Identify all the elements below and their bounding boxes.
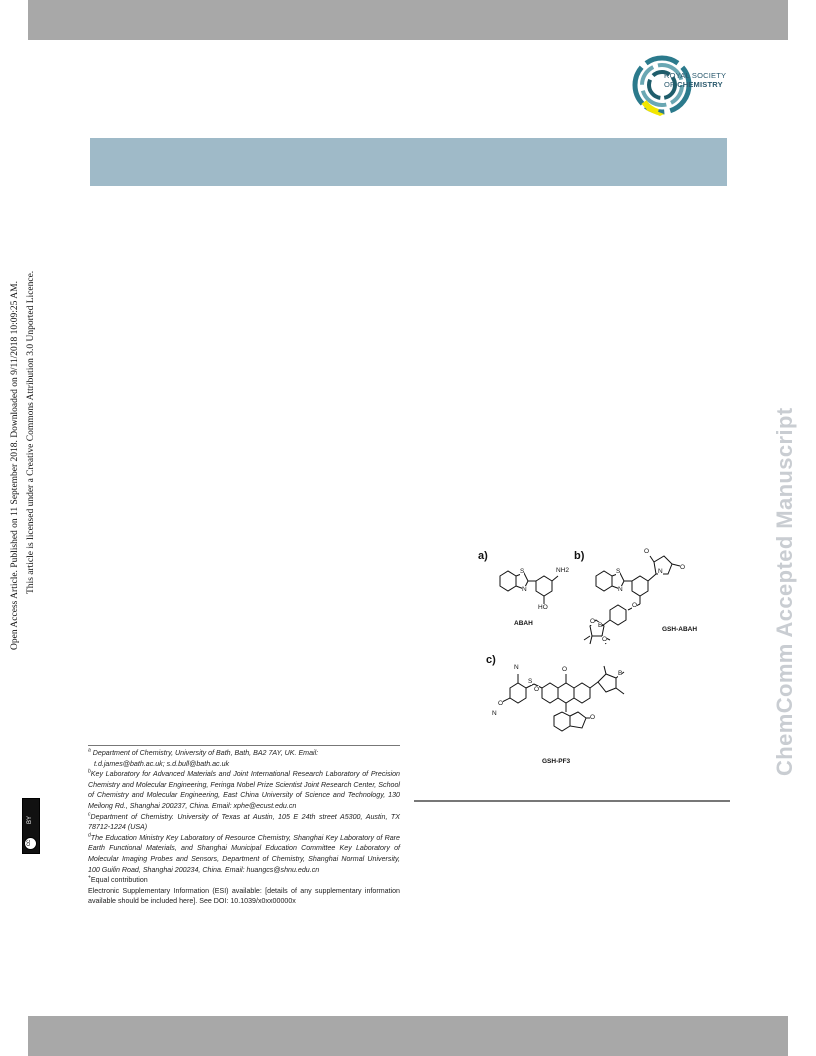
atom-label: N [492,710,497,717]
footnote-d: $^d$The Education Ministry Key Laboratory of Resource Chemistry, Shanghai Key Laboratory of Rare Earth Functional Materials, and Shanghai Municipal Education Committee Key Laboratory of Molecular Imaging Probes and Sensors, Department of Chemistry, Shanghai Normal University, 100 Guilin Road, Shanghai 200234, China. Email: huangcs@shnu.edu.cn [88,832,400,874]
rsc-logo-line1: ROYAL SOCIETY [664,71,727,80]
atom-label: S [616,568,621,575]
atom-label: O [680,564,686,571]
atom-label: N [618,586,623,593]
compound-name-abah: ABAH [514,620,533,627]
atom-label: N [658,568,663,575]
compound-name-gsh-pf3: GSH-PF3 [542,758,571,765]
atom-label: O [498,700,504,707]
atom-label: O [632,602,638,609]
structures-drawing [470,540,732,770]
footnote-esi: Electronic Supplementary Information (ESI) available: [details of any supplementary information available should be included here]. See DOI: 10.1039/x0xx00000x [88,886,400,906]
compound-name-gsh-abah: GSH-ABAH [662,626,698,633]
footnote-a: $^a$ Department of Chemistry, University of Bath, Bath, BA2 7AY, UK. Email: [88,747,319,757]
rsc-logo-line2: OF CHEMISTRY [664,80,723,89]
rsc-logo [630,52,740,116]
chemical-structures-figure [470,540,732,770]
title-banner [90,138,727,186]
footer-bar [28,1016,788,1056]
affiliations-footnotes [88,748,400,907]
open-access-notice [4,214,46,846]
atom-label: S [528,678,533,685]
footnote-divider [88,745,400,746]
atom-label: O [590,618,596,625]
cc-by-label: BY [27,815,34,825]
header-bar [28,0,788,40]
atom-label: O [644,548,650,555]
atom-label: B [598,622,603,629]
footnote-a-email[interactable]: t.d.james@bath.ac.uk; s.d.bull@bath.ac.uk [94,759,230,768]
column-divider [414,800,730,802]
cc-icon: cc [24,837,37,850]
atom-label: O [590,714,596,721]
licence-line[interactable]: This article is licensed under a Creative Commons Attribution 3.0 Unported Licence. [26,270,36,594]
figure-label-c: c) [486,654,496,666]
atom-label: O [602,636,608,643]
footnote-equal-contribution: +Equal contribution [88,874,148,885]
phenol-ring [536,576,552,596]
atom-label: O [562,666,568,673]
benzene-ring [500,571,516,591]
footnote-c: $^c$Department of Chemistry. University of Texas at Austin, 105 E 24th street A5300, Austin, TX 78712-1224 (USA) [88,811,400,832]
accepted-manuscript-watermark: ChemComm Accepted Manuscript [772,407,797,776]
atom-label: NH2 [556,567,570,574]
atom-label: N [522,586,527,593]
figure-label-a: a) [478,550,488,562]
open-access-line: Open Access Article. Published on 11 September 2018. Downloaded on 9/11/2018 10:09:25 AM. [10,281,20,650]
cc-by-badge[interactable] [22,798,40,854]
atom-label: N [514,664,519,671]
atom-label: B [618,670,623,677]
figure-label-b: b) [574,550,585,562]
footnote-b: $^b$Key Laboratory for Advanced Materials and Joint International Research Laboratory of Precision Chemistry and Molecular Engineering, Feringa Nobel Prize Scientist Joint Research Center, School of Chemistry and Molecular Engineering, East China University of Science and Technology, 130 Meilong Rd., Shanghai 200237, China. Email: xphe@ecust.edu.cn [88,768,400,810]
atom-label: S [520,568,525,575]
maleimide-ring [654,556,672,574]
atom-label: O [534,686,540,693]
atom-label: HO [538,604,548,611]
